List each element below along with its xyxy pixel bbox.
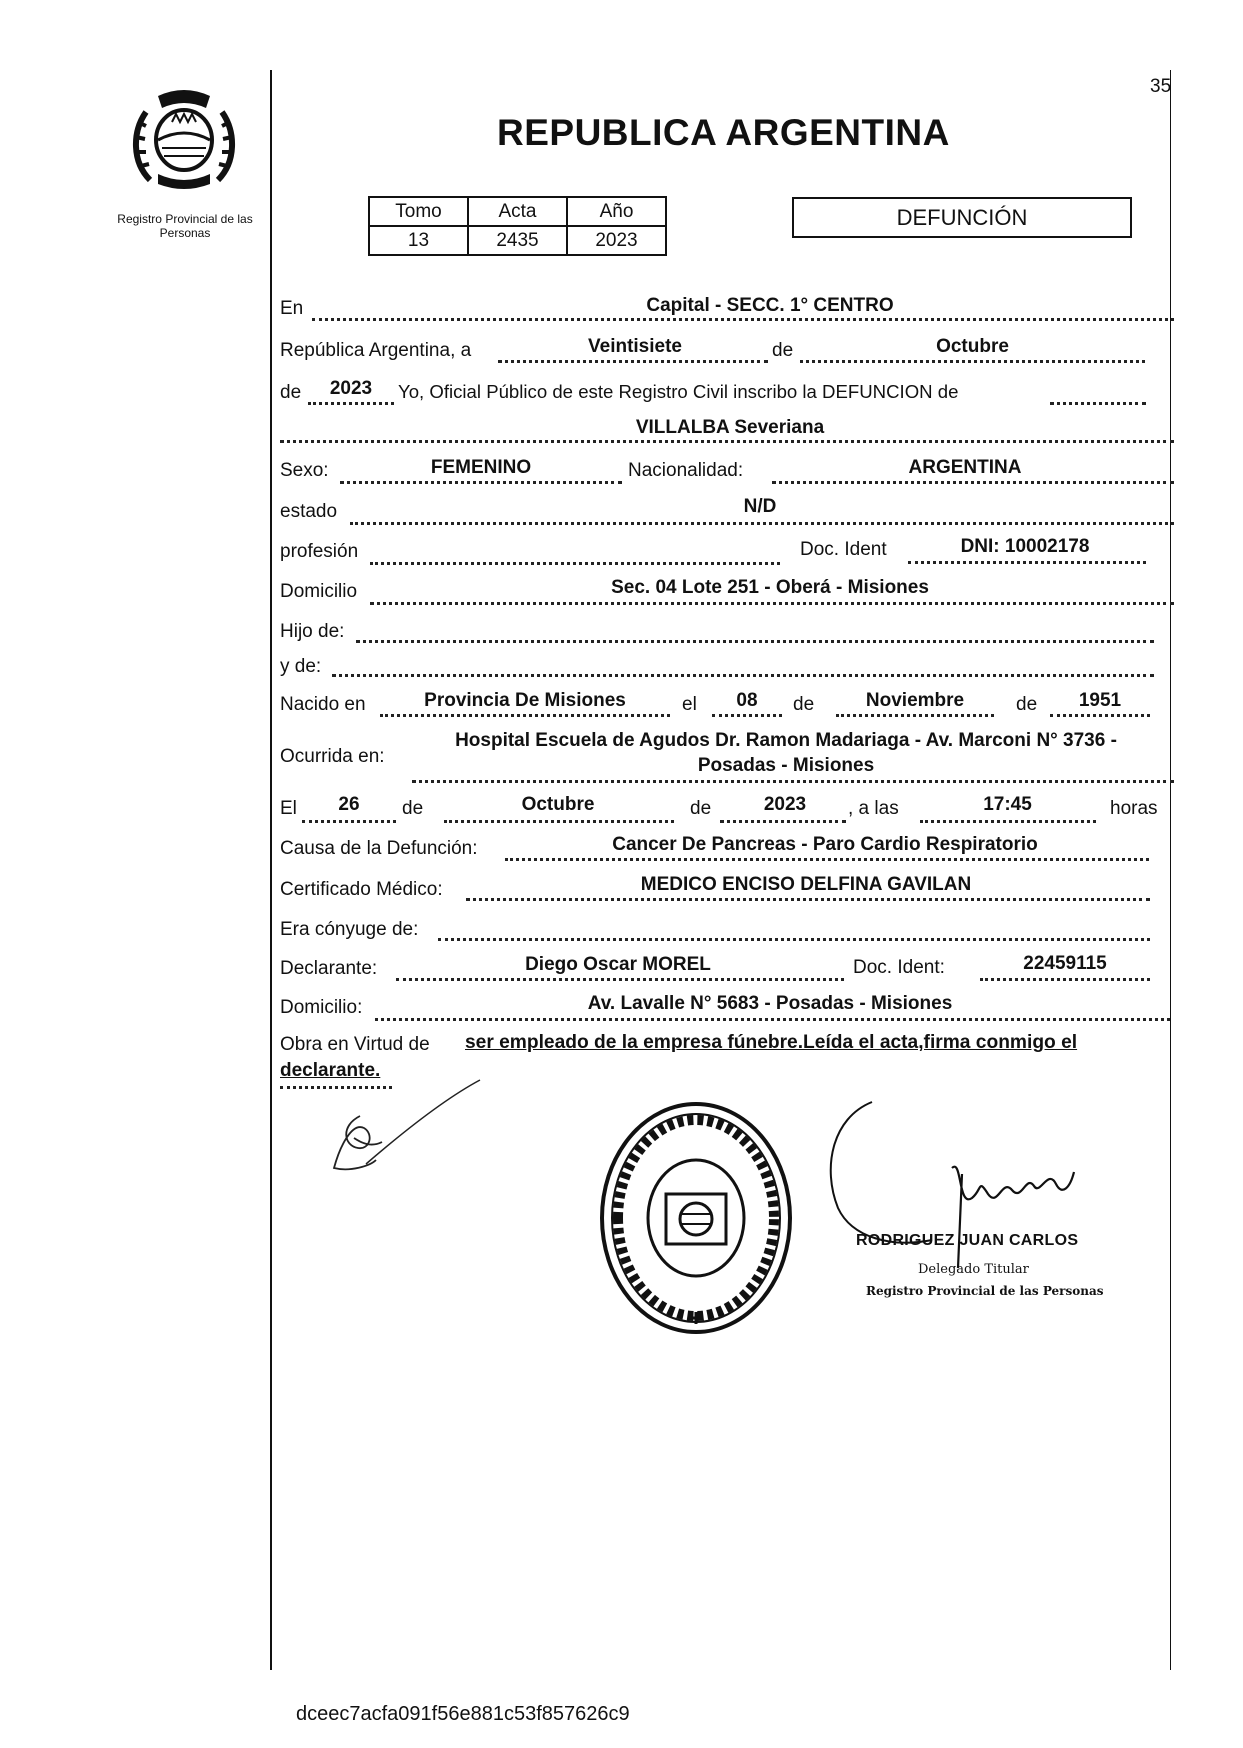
en-value: Capital - SECC. 1° CENTRO [646, 295, 894, 316]
birth-month-dots [836, 714, 994, 717]
sexo-value: FEMENINO [430, 457, 532, 478]
y-de-dots [332, 674, 1154, 677]
conyuge-label: Era cónyuge de: [280, 919, 419, 940]
doc-ident-value: DNI: 10002178 [960, 536, 1090, 557]
record-type-box: DEFUNCIÓN [792, 197, 1132, 238]
certificado-value: MEDICO ENCISO DELFINA GAVILAN [640, 874, 972, 895]
death-month-dots [444, 820, 674, 823]
obra-value-2: declarante. [280, 1060, 381, 1081]
registry-stamp-icon [598, 1100, 794, 1336]
year-value: 2023 [329, 378, 373, 399]
yo-text: Yo, Oficial Público de este Registro Civil inscribo la DEFUNCION de [398, 381, 959, 402]
page-number: 35 [1150, 76, 1172, 97]
de3-label: de [793, 694, 815, 715]
hijo-label: Hijo de: [280, 621, 345, 642]
sexo-dots [340, 481, 622, 484]
official-role: Delegado Titular [918, 1262, 1029, 1277]
horas-label: horas [1110, 798, 1158, 819]
declarante-value: Diego Oscar MOREL [525, 954, 711, 975]
causa-dots [505, 858, 1149, 861]
de2-label: de [280, 382, 302, 403]
left-margin-line [270, 70, 272, 1670]
death-day-dots [302, 820, 396, 823]
certificado-dots [466, 898, 1150, 901]
death-year-dots [720, 820, 846, 823]
death-time: 17:45 [983, 794, 1032, 815]
province-seal-icon [128, 82, 240, 194]
month-value: Octubre [936, 336, 1009, 357]
right-margin-line [1170, 70, 1171, 1670]
death-month: Octubre [521, 794, 595, 815]
doc-ident-label: Doc. Ident [800, 539, 887, 560]
page-title: REPUBLICA ARGENTINA [497, 112, 950, 153]
death-day: 26 [338, 794, 360, 815]
year-dots [308, 402, 394, 405]
domicilio-dots [370, 602, 1174, 605]
nacido-dots [380, 714, 670, 717]
nacido-value: Provincia De Misiones [424, 690, 626, 711]
birth-day: 08 [736, 690, 758, 711]
footer-hash: dceec7acfa091f56e881c53f857626c9 [296, 1703, 630, 1725]
en-dots [312, 318, 1174, 321]
profesion-label: profesión [280, 541, 359, 562]
de4-label: de [1016, 694, 1038, 715]
name-dots [280, 440, 1174, 443]
dom2-dots [375, 1018, 1170, 1021]
estado-value: N/D [743, 496, 777, 517]
ocurrida-line1: Hospital Escuela de Agudos Dr. Ramon Madariaga - Av. Marconi N° 3736 - [455, 730, 1117, 751]
nacionalidad-label: Nacionalidad: [628, 460, 744, 481]
declarante-doc-dots [980, 978, 1150, 981]
hijo-dots [356, 640, 1154, 643]
nacido-label: Nacido en [280, 694, 366, 715]
anio-header: Año [567, 197, 666, 226]
death-time-dots [920, 820, 1096, 823]
causa-label: Causa de la Defunción: [280, 838, 478, 859]
official-signature-icon [812, 1098, 1112, 1288]
declarant-signature-icon [330, 1076, 490, 1186]
republica-label: República Argentina, a [280, 340, 472, 361]
declarante-doc-value: 22459115 [1023, 953, 1107, 974]
el2-label: El [280, 798, 297, 819]
sexo-label: Sexo: [280, 460, 329, 481]
certificado-label: Certificado Médico: [280, 879, 443, 900]
nacionalidad-dots [772, 481, 1174, 484]
dom2-value: Av. Lavalle N° 5683 - Posadas - Misiones [587, 993, 953, 1014]
day-dots [498, 360, 768, 363]
day-value: Veintisiete [588, 336, 682, 357]
estado-label: estado [280, 501, 338, 522]
nacionalidad-value: ARGENTINA [908, 457, 1022, 478]
month-dots [800, 360, 1145, 363]
domicilio-value: Sec. 04 Lote 251 - Oberá - Misiones [611, 577, 929, 598]
declarante-doc-label: Doc. Ident: [853, 957, 945, 978]
obra-value: ser empleado de la empresa fúnebre.Leída el acta,firma conmigo el [465, 1032, 1078, 1053]
birth-year: 1951 [1078, 690, 1122, 711]
ocurrida-line2: Posadas - Misiones [697, 755, 875, 776]
deceased-name: VILLALBA Severiana [635, 417, 825, 438]
birth-month: Noviembre [865, 690, 965, 711]
acta-value: 2435 [468, 226, 567, 255]
yo-dots [1050, 402, 1146, 405]
doc-ident-dots [908, 561, 1146, 564]
anio-value: 2023 [567, 226, 666, 255]
declarante-dots [396, 978, 844, 981]
profesion-dots [370, 562, 780, 565]
declarante-label: Declarante: [280, 958, 378, 979]
birth-year-dots [1050, 714, 1150, 717]
de6-label: de [690, 798, 712, 819]
death-year: 2023 [763, 794, 807, 815]
y-de-label: y de: [280, 656, 322, 677]
conyuge-dots [438, 938, 1150, 941]
obra-label: Obra en Virtud de [280, 1034, 430, 1055]
birth-day-dots [712, 714, 782, 717]
en-label: En [280, 298, 304, 319]
de5-label: de [402, 798, 424, 819]
estado-dots [350, 522, 1174, 525]
record-table [368, 196, 667, 256]
a-las-label: , a las [848, 798, 899, 819]
causa-value: Cancer De Pancreas - Paro Cardio Respiratorio [612, 834, 1038, 855]
acta-header: Acta [468, 197, 567, 226]
official-name: RODRIGUEZ JUAN CARLOS [856, 1232, 1079, 1249]
official-office: Registro Provincial de las Personas [866, 1284, 1104, 1298]
registry-name: Registro Provincial de las Personas [117, 212, 253, 240]
de-label: de [772, 340, 794, 361]
tomo-value: 13 [369, 226, 468, 255]
domicilio-label: Domicilio [280, 581, 358, 602]
el-label: el [682, 694, 697, 715]
ocurrida-label: Ocurrida en: [280, 746, 385, 767]
tomo-header: Tomo [369, 197, 468, 226]
ocurrida-dots [412, 780, 1174, 783]
dom2-label: Domicilio: [280, 997, 363, 1018]
